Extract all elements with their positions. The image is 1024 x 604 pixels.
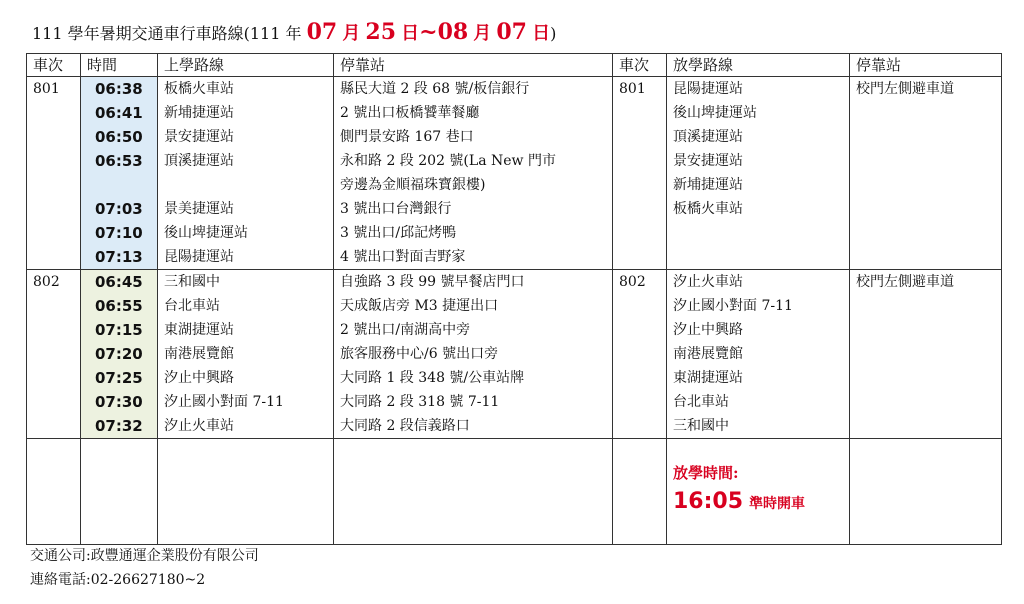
empty-cell-1 xyxy=(27,439,81,545)
bus-801-return-stop-cell xyxy=(850,77,1002,270)
bus-801-return-route-2: 後山埤捷運站 xyxy=(673,105,757,121)
bus-802-return-route xyxy=(667,270,850,439)
bus-801-return-route xyxy=(667,77,850,270)
title-start-month: 07 xyxy=(306,19,338,45)
bus-801-return-route-3: 頂溪捷運站 xyxy=(673,129,743,145)
empty-cell-2 xyxy=(81,439,158,545)
title-tilde: ~ xyxy=(419,19,438,45)
bus-801-number: 801 xyxy=(33,81,60,97)
bus-801-stop-2: 2 號出口板橋饕華餐廳 xyxy=(340,105,480,121)
bus-801-return-route-6: 板橋火車站 xyxy=(673,201,743,217)
bus-802-stop-3: 2 號出口/南湖高中旁 xyxy=(340,322,471,338)
header-time: 時間 xyxy=(81,54,158,77)
bus-801-route-7: 昆陽捷運站 xyxy=(164,249,234,265)
bus-802-return-route-4: 南港展覽館 xyxy=(673,346,743,362)
bus-802-stop-6: 大同路 2 段 318 號 7-11 xyxy=(340,394,500,410)
bus-801-time-7: 07:13 xyxy=(95,248,143,266)
bus-801-return-number-cell xyxy=(613,77,667,270)
bus-801-route-3: 景安捷運站 xyxy=(164,129,234,145)
bus-802-time-1: 06:45 xyxy=(95,273,143,291)
bus-801-time-3: 06:50 xyxy=(95,128,143,146)
header-return-stop: 停靠站 xyxy=(850,54,1002,77)
bus-802-return-number-cell xyxy=(613,270,667,439)
title-end-day: 07 xyxy=(496,19,527,45)
return-time-cell xyxy=(667,439,850,545)
bus-802-return-route-7: 三和國中 xyxy=(673,418,729,434)
bus-802-time-7: 07:32 xyxy=(95,417,143,435)
bus-802-route xyxy=(158,270,334,439)
bus-801-stop-1: 縣民大道 2 段 68 號/板信銀行 xyxy=(340,81,530,97)
bus-801-return-route-5: 新埔捷運站 xyxy=(673,177,743,193)
empty-cell-4 xyxy=(334,439,613,545)
bus-802-route-1: 三和國中 xyxy=(164,274,220,290)
bus-801-time-4: 06:53 xyxy=(95,152,143,170)
footer-phone: 連絡電話:02-26627180~2 xyxy=(30,572,206,588)
header-return-route: 放學路線 xyxy=(667,54,850,77)
bus-801-stop-5: 3 號出口台灣銀行 xyxy=(340,201,452,217)
bus-801-time-6: 07:10 xyxy=(95,224,143,242)
bus-801-stop-4: 永和路 2 段 202 號(La New 門市 xyxy=(340,153,556,169)
bus-802-number: 802 xyxy=(33,274,60,290)
title-month-char: 月 xyxy=(342,23,361,44)
bus-802-stop-5: 大同路 1 段 348 號/公車站牌 xyxy=(340,370,525,386)
return-time-value: 16:05 xyxy=(673,489,744,514)
footer-company: 交通公司:政豐通運企業股份有限公司 xyxy=(30,548,259,564)
title-end-month: 08 xyxy=(437,19,469,45)
bus-801-return-route-4: 景安捷運站 xyxy=(673,153,743,169)
bus-802-return-route-6: 台北車站 xyxy=(673,394,729,410)
bus-801-stop-7: 4 號出口對面吉野家 xyxy=(340,249,466,265)
bus-802-stops xyxy=(334,270,613,439)
bus-801-route-4: 頂溪捷運站 xyxy=(164,153,234,169)
bus-802-stop-4: 旅客服務中心/6 號出口旁 xyxy=(340,346,499,362)
title-day-char-2: 日 xyxy=(532,23,551,44)
bus-802-return-route-2: 汐止國小對面 7-11 xyxy=(673,298,793,314)
empty-cell-7 xyxy=(850,439,1002,545)
return-time-suffix: 準時開車 xyxy=(749,496,806,512)
bus-802-return-route-5: 東湖捷運站 xyxy=(673,370,743,386)
bus-802-number-cell xyxy=(27,270,81,439)
bus-802-route-3: 東湖捷運站 xyxy=(164,322,234,338)
bus-802-return-stop: 校門左側避車道 xyxy=(856,274,954,290)
schedule-sheet xyxy=(26,53,1001,543)
bus-802-route-7: 汐止火車站 xyxy=(164,418,234,434)
bus-802-time-2: 06:55 xyxy=(95,297,143,315)
bus-801-stop-4-cont: 旁邊為金順福珠寶銀樓) xyxy=(340,177,486,193)
title-suffix: ) xyxy=(550,24,557,43)
title-prefix: 111 學年暑期交通車行車路線(111 年 xyxy=(32,24,302,43)
bus-802-route-2: 台北車站 xyxy=(164,298,220,314)
bus-801-route-2: 新埔捷運站 xyxy=(164,105,234,121)
header-return-bus-number: 車次 xyxy=(613,54,667,77)
bus-801-route-1: 板橋火車站 xyxy=(164,81,234,97)
bus-801-time-1: 06:38 xyxy=(95,80,143,98)
bus-schedule-table xyxy=(26,53,1002,545)
bus-802-stop-1: 自強路 3 段 99 號早餐店門口 xyxy=(340,274,525,290)
title-start-day: 25 xyxy=(365,19,397,45)
bus-801-time-2: 06:41 xyxy=(95,104,143,122)
title-month-char-2: 月 xyxy=(473,23,492,44)
bus-801-return-route-1: 昆陽捷運站 xyxy=(673,81,743,97)
bus-802-return-number: 802 xyxy=(619,274,646,290)
bus-801-row xyxy=(27,77,1002,270)
bus-802-stop-2: 天成飯店旁 M3 捷運出口 xyxy=(340,298,499,314)
bus-802-route-5: 汐止中興路 xyxy=(164,370,234,386)
bus-802-row xyxy=(27,270,1002,439)
bus-802-time-3: 07:15 xyxy=(95,321,143,339)
bus-802-time-4: 07:20 xyxy=(95,345,143,363)
bus-801-stops xyxy=(334,77,613,270)
bus-802-times xyxy=(81,270,158,439)
notes-row xyxy=(27,439,1002,545)
bus-802-return-route-1: 汐止火車站 xyxy=(673,274,743,290)
bus-802-route-6: 汐止國小對面 7-11 xyxy=(164,394,284,410)
header-morning-route: 上學路線 xyxy=(158,54,334,77)
return-time-label: 放學時間: xyxy=(673,464,739,482)
header-morning-stops: 停靠站 xyxy=(334,54,613,77)
bus-802-stop-7: 大同路 2 段信義路口 xyxy=(340,418,470,434)
header-bus-number: 車次 xyxy=(27,54,81,77)
bus-802-time-5: 07:25 xyxy=(95,369,143,387)
bus-802-return-route-3: 汐止中興路 xyxy=(673,322,743,338)
page-title xyxy=(32,14,556,50)
empty-cell-3 xyxy=(158,439,334,545)
bus-801-times xyxy=(81,77,158,270)
bus-801-time-5: 07:03 xyxy=(95,200,143,218)
title-day-char: 日 xyxy=(401,23,420,44)
bus-801-number-cell xyxy=(27,77,81,270)
bus-801-stop-3: 側門景安路 167 巷口 xyxy=(340,129,474,145)
bus-801-route xyxy=(158,77,334,270)
bus-801-return-stop: 校門左側避車道 xyxy=(856,81,954,97)
bus-801-route-6: 後山埤捷運站 xyxy=(164,225,248,241)
bus-801-return-number: 801 xyxy=(619,81,646,97)
bus-802-return-stop-cell xyxy=(850,270,1002,439)
bus-801-stop-6: 3 號出口/邱記烤鴨 xyxy=(340,225,457,241)
empty-cell-5 xyxy=(613,439,667,545)
return-time-line xyxy=(673,485,849,519)
bus-801-route-5: 景美捷運站 xyxy=(164,201,234,217)
bus-802-route-4: 南港展覽館 xyxy=(164,346,234,362)
header-row xyxy=(27,54,1002,77)
bus-802-time-6: 07:30 xyxy=(95,393,143,411)
